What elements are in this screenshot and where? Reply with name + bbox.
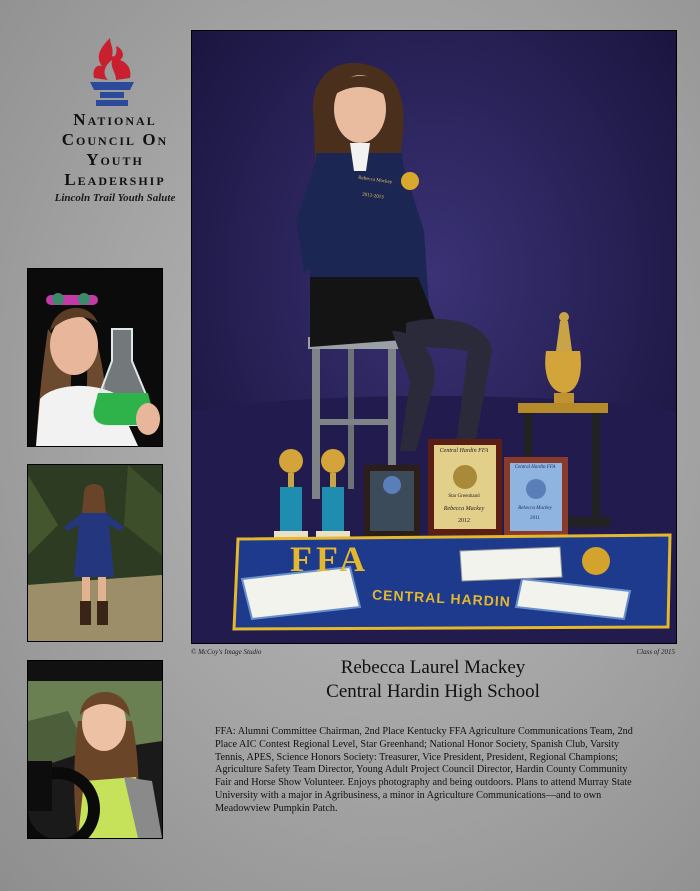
studio-credit: © McCoy's Image Studio [191,648,262,656]
side-photo-car [27,660,163,839]
plaque-name: Rebecca Mackey [443,506,485,512]
side-photo-outdoors [27,464,163,642]
org-name-line-3: Youth [86,150,144,169]
plaque-award: Star Greenhand [448,494,480,499]
jacket-name: Rebecca Mackey [357,175,393,186]
org-name-line-1: National [73,110,157,129]
plaque2-title: Central Hardin FFA [514,465,556,470]
banner-school-text: CENTRAL HARDIN [371,586,512,610]
org-name-line-4: Leadership [64,170,166,189]
main-portrait-photo [191,30,677,644]
student-school: Central Hardin High School [326,681,540,702]
plaque-title: Central Hardin FFA [439,448,489,454]
class-credit: Class of 2015 [636,648,675,656]
side-photo-lab [27,268,163,447]
organization-subtitle: Lincoln Trail Youth Salute [54,192,176,204]
jacket-years: 2012-2013 [361,192,384,201]
organization-name [30,110,200,190]
org-name-line-2: Council On [61,130,169,149]
flame-torch-icon [86,36,138,108]
plaque2-year: 2011 [530,516,540,521]
student-bio: FFA: Alumni Committee Chairman, 2nd Place Kentucky FFA Agriculture Communications Team, 2nd Place AIC Contest Regional Level, Star Greenhand; National Honor Society, Spanish Club, Varsity Tennis, APES, Science Honors Society: Treasurer, Vice President, President, Regional Champions; Agriculture Safety Team Director, Young Adult Project Council Director, Hardin County Community Fair and Horse Show Volunteer. Enjoys photography and being outdoors. Plans to attend Murray State University with a major in Agribusiness, a minor in Agriculture Communications—and to own Meadowview Pumpkin Patch. [215,726,633,814]
student-name-block [191,656,675,704]
plaque-year: 2012 [458,518,470,524]
banner-ffa-text: FFA [290,539,370,579]
student-name: Rebecca Laurel Mackey [340,657,526,678]
plaque2-name: Rebecca Mackey [518,506,552,511]
